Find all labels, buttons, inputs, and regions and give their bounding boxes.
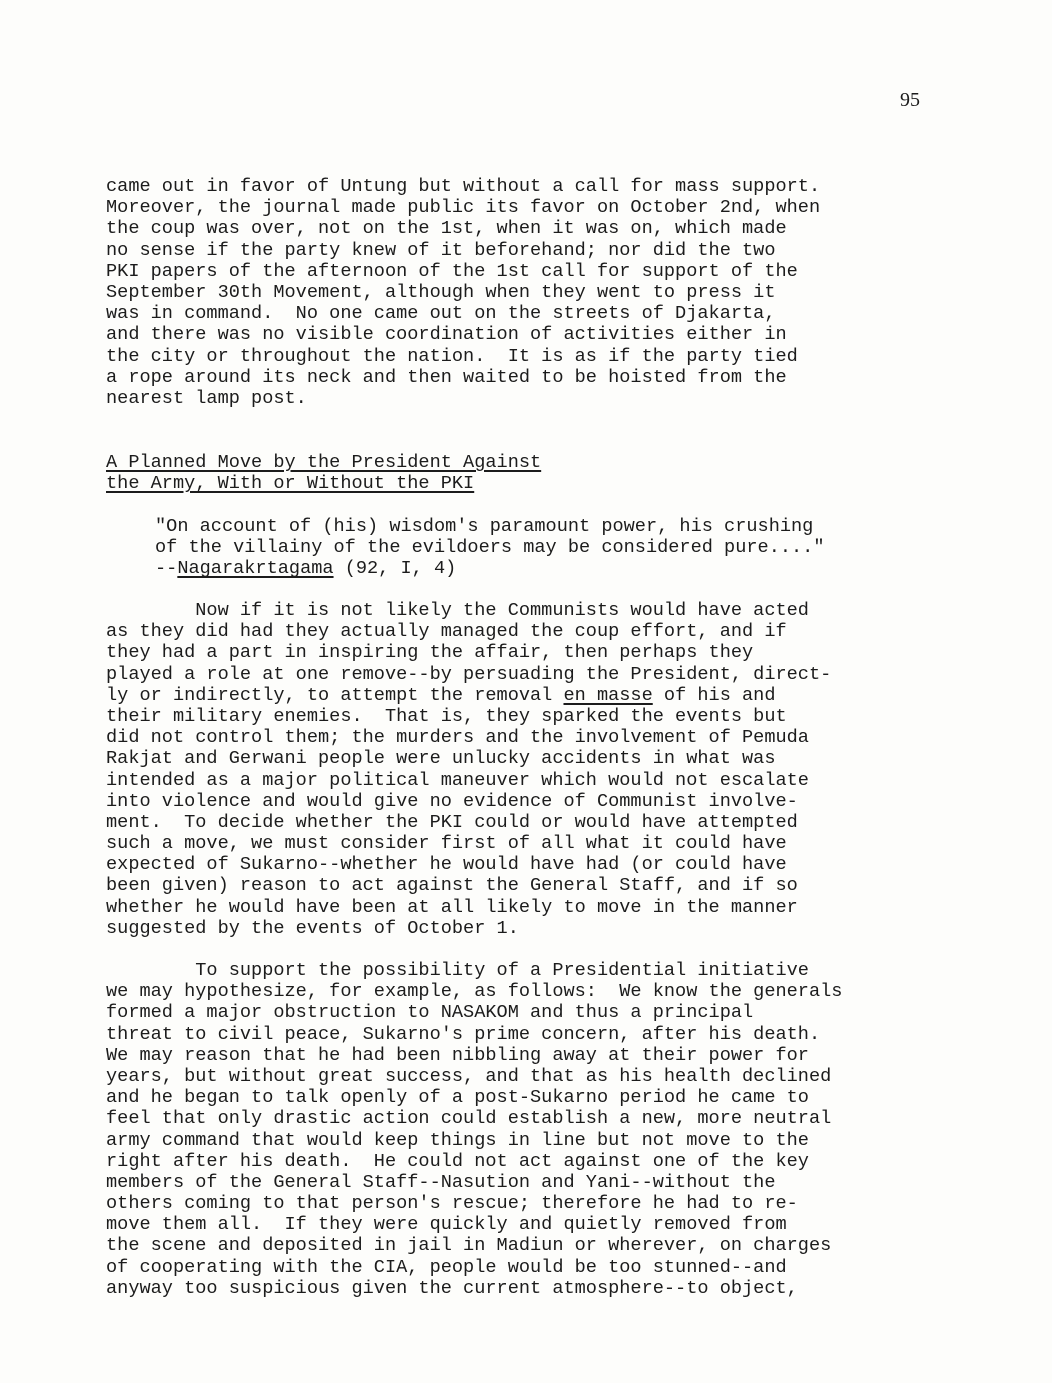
text-line: played a role at one remove--by persuading the President, direct- [106,663,832,685]
epigraph-citation: (92, I, 4) [333,558,457,580]
text-line: into violence and would give no evidence of Communist involve- [106,790,798,812]
text-line: and he began to talk openly of a post-Sukarno period he came to [106,1087,809,1109]
heading-line: A Planned Move by the President Against [106,452,542,473]
text-line: their military enemies. That is, they sparked the events but [106,705,787,727]
text-line: came out in favor of Untung but without a call for mass support. [106,176,821,197]
text-line: To support the possibility of a Presidential initiative [106,960,809,981]
text-line [106,685,831,706]
text-segment: ly or indirectly, to attempt the removal [106,684,564,706]
section-heading [106,452,541,494]
text-segment: of his and [652,684,776,706]
text-line: expected of Sukarno--whether he would have had (or could have [106,854,787,876]
text-line: Now if it is not likely the Communists would have acted [106,600,809,621]
text-line: formed a major obstruction to NASAKOM and thus a principal [106,1002,754,1024]
text-line: nearest lamp post. [106,387,307,409]
text-line: members of the General Staff--Nasution and Yani--without the [106,1171,776,1193]
epigraph-line: "On account of (his) wisdom's paramount power, his crushing [155,516,814,537]
text-line: was in command. No one came out on the streets of Djakarta, [106,303,776,325]
text-line: feel that only drastic action could establish a new, more neutral [106,1108,832,1130]
text-line: intended as a major political maneuver which would not escalate [106,769,809,791]
page-number: 95 [900,89,920,111]
epigraph-source-title: Nagarakrtagama [177,558,334,580]
text-line: such a move, we must consider first of all what it could have [106,833,787,855]
paragraph-1 [106,176,820,409]
text-line: the scene and deposited in jail in Madiun or wherever, on charges [106,1235,832,1257]
epigraph-line: of the villainy of the evildoers may be considered pure...." [155,537,825,559]
text-line: We may reason that he had been nibbling away at their power for [106,1044,809,1066]
text-line: as they did had they actually managed the coup effort, and if [106,621,787,643]
text-line: suggested by the events of October 1. [106,917,519,939]
text-line: and there was no visible coordination of activities either in [106,324,787,346]
text-line: others coming to that person's rescue; therefore he had to re- [106,1193,798,1215]
epigraph-source-line [155,558,824,579]
text-line: years, but without great success, and that as his health declined [106,1065,832,1087]
text-line: Moreover, the journal made public its favor on October 2nd, when [106,197,821,219]
text-line: September 30th Movement, although when they went to press it [106,281,776,303]
text-line: did not control them; the murders and the involvement of Pemuda [106,727,809,749]
text-line: PKI papers of the afternoon of the 1st call for support of the [106,260,798,282]
text-line: anyway too suspicious given the current atmosphere--to object, [106,1277,798,1299]
paragraph-3 [106,960,842,1299]
text-line: army command that would keep things in line but not move to the [106,1129,809,1151]
text-line: move them all. If they were quickly and quietly removed from [106,1214,787,1236]
emphasis-en-masse: en masse [563,684,653,706]
text-line: we may hypothesize, for example, as follows: We know the generals [106,981,843,1003]
text-line: been given) reason to act against the General Staff, and if so [106,875,798,897]
heading-line: the Army, With or Without the PKI [106,473,475,495]
text-line: a rope around its neck and then waited to be hoisted from the [106,366,787,388]
text-line: the city or throughout the nation. It is as if the party tied [106,345,798,367]
text-line: ment. To decide whether the PKI could or would have attempted [106,811,798,833]
text-line: no sense if the party knew of it beforehand; nor did the two [106,239,776,261]
text-line: right after his death. He could not act against one of the key [106,1150,809,1172]
text-line: they had a part in inspiring the affair, then perhaps they [106,642,754,664]
text-line: Rakjat and Gerwani people were unlucky accidents in what was [106,748,776,770]
epigraph [155,516,824,580]
epigraph-dash: -- [155,558,178,580]
text-line: whether he would have been at all likely to move in the manner [106,896,798,918]
text-line: threat to civil peace, Sukarno's prime concern, after his death. [106,1023,821,1045]
paragraph-2 [106,600,831,939]
text-line: of cooperating with the CIA, people would be too stunned--and [106,1256,787,1278]
text-line: the coup was over, not on the 1st, when it was on, which made [106,218,787,240]
